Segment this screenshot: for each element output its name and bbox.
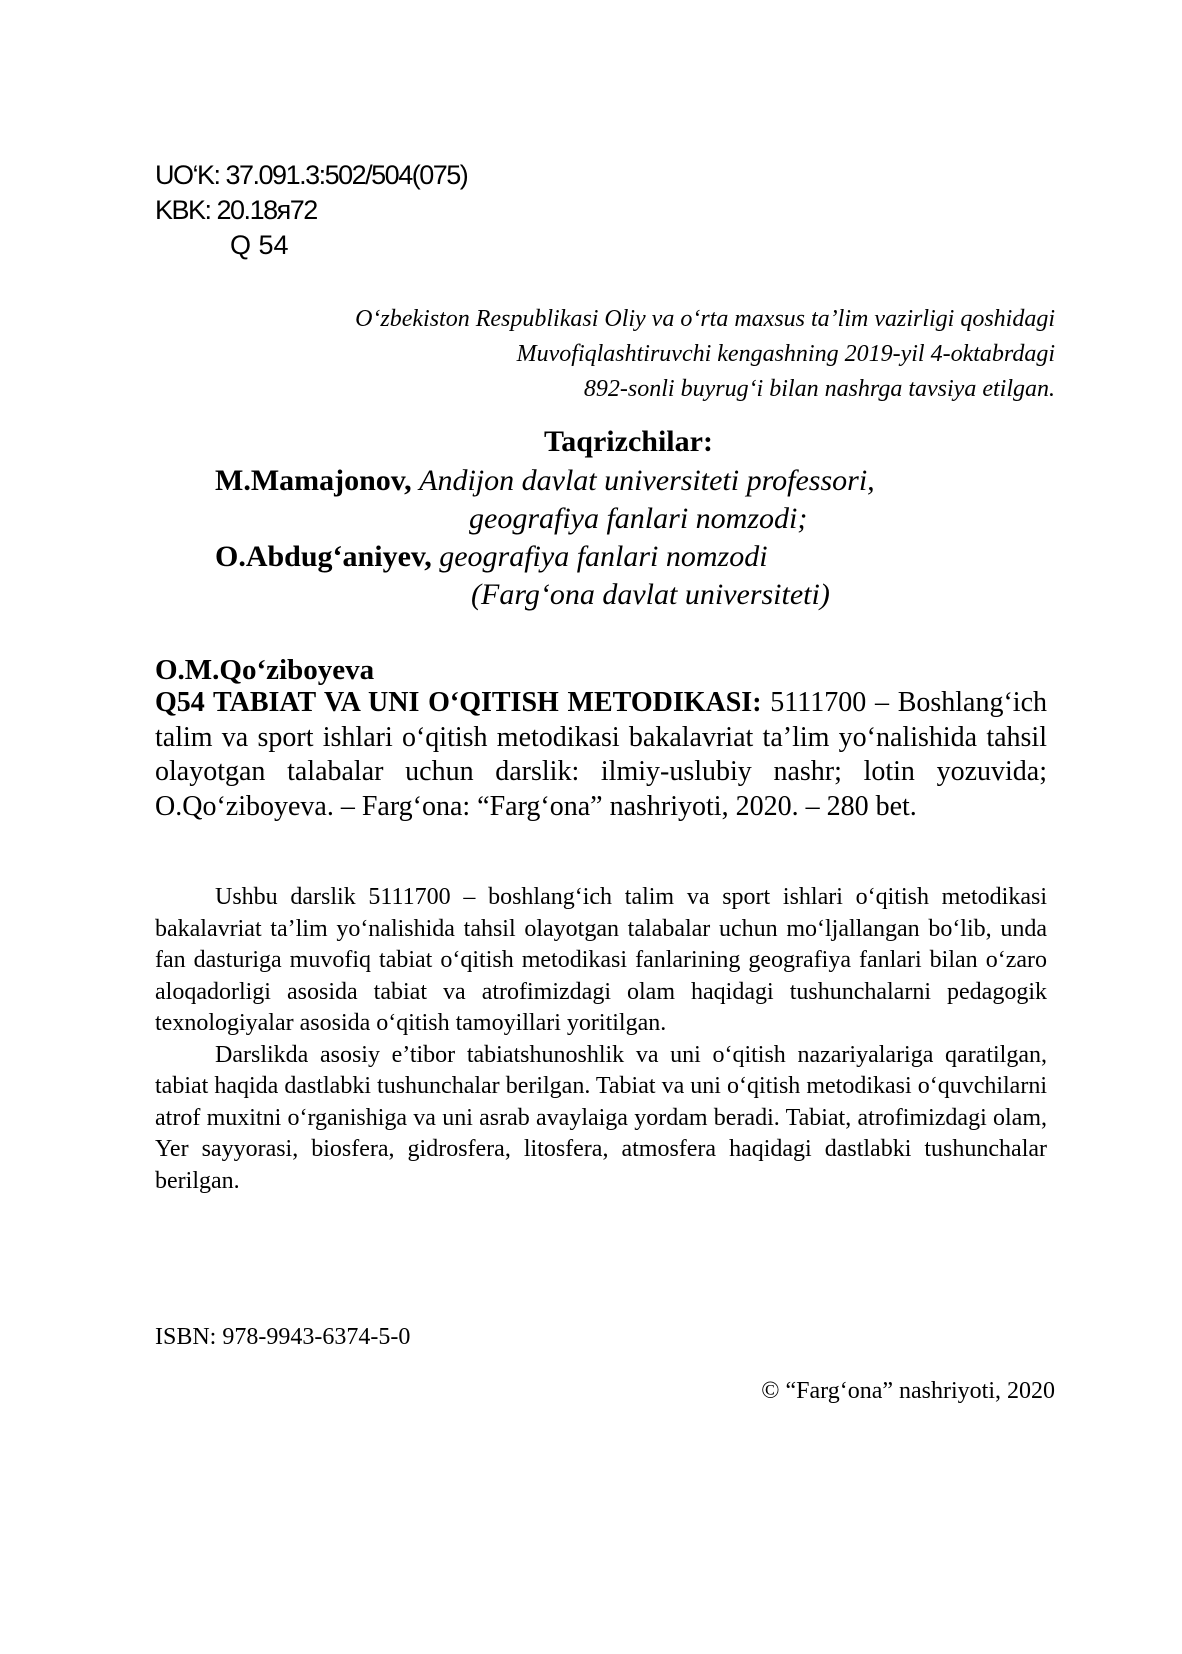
abstract-paragraph-2: Darslikda asosiy e’tibor tabiatshunoshlik va uni o‘qitish nazariyalariga qaratilgan, tabiat haqida dastlabki tushunchalar berilgan. Tabiat va uni o‘qitish metodikasi o‘quvchilarni atrof muxitni o‘rganishiga va uni asrab avaylaiga yordam beradi. Tabiat, atrofimizdagi olam, Yer sayyorasi, biosfera, gidrosfera, litosfera, atmosfera haqidagi dastlabki tushunchalar berilgan. [155,1041,1047,1194]
recommendation-line-2: Muvofiqlashtiruvchi kengashning 2019-yil 4-oktabrdagi [516,341,1055,367]
reviewer-2-affiliation: geografiya fanlari nomzodi [439,540,768,573]
classification-codes [155,158,467,263]
reviewer-2-name: O.Abdug‘aniyev, [215,540,432,573]
copyright-notice: © “Farg‘ona” nashriyoti, 2020 [761,1378,1055,1404]
reviewer-2-affiliation-cont: (Farg‘ona davlat universiteti) [471,578,830,611]
reviewer-1 [215,462,875,538]
author-name: O.M.Qo‘ziboyeva [155,654,375,686]
reviewer-2 [215,538,830,614]
recommendation-line-1: O‘zbekiston Respublikasi Oliy va o‘rta maxsus ta’lim vazirligi qoshidagi [355,306,1055,332]
bibliographic-record [155,686,1047,824]
bibliographic-description: 5111700 – Boshlang‘ich talim va sport ishlari o‘qitish metodikasi bakalavriat ta’lim yo‘nalishida tahsil olayotgan talabalar uchun darslik: ilmiy-uslubiy nashr; lotin yozuvida; O.Qo‘ziboyeva. – Farg‘ona: “Farg‘ona” nashriyoti, 2020. – 280 bet. [155,687,1047,822]
kbk-code: KBK: 20.18я72 [155,195,317,225]
recommendation-line-3: 892-sonli buyrug‘i bilan nashrga tavsiya etilgan. [583,376,1055,402]
reviewers-heading: Taqrizchilar: [544,425,713,458]
reviewer-1-affiliation: Andijon davlat universiteti professori, [419,464,875,497]
isbn: ISBN: 978-9943-6374-5-0 [155,1324,411,1350]
abstract-paragraph-1: Ushbu darslik 5111700 – boshlang‘ich talim va sport ishlari o‘qitish metodikasi bakalavriat ta’lim yo‘nalishida tahsil olayotgan talabalar uchun mo‘ljallangan bo‘lib, unda fan dasturiga muvofiq tabiat o‘qitish metodikasi fanlarining geografiya fanlari bilan o‘zaro aloqadorligi asosida tabiat va atrofimizdagi olam haqidagi tushunchalarni pedagogik texnologiyalar asosida o‘qitish tamoyillari yoritilgan. [155,884,1047,1036]
reviewer-1-affiliation-cont: geografiya fanlari nomzodi; [469,502,808,535]
author-mark-code: Q 54 [230,230,289,260]
abstract [155,882,1047,1197]
publication-recommendation [235,302,1055,407]
uok-code: UO‘K: 37.091.3:502/504(075) [155,160,468,190]
book-title: Q54 TABIAT VA UNI O‘QITISH METODIKASI: [155,687,762,718]
reviewer-1-name: M.Mamajonov, [215,464,412,497]
